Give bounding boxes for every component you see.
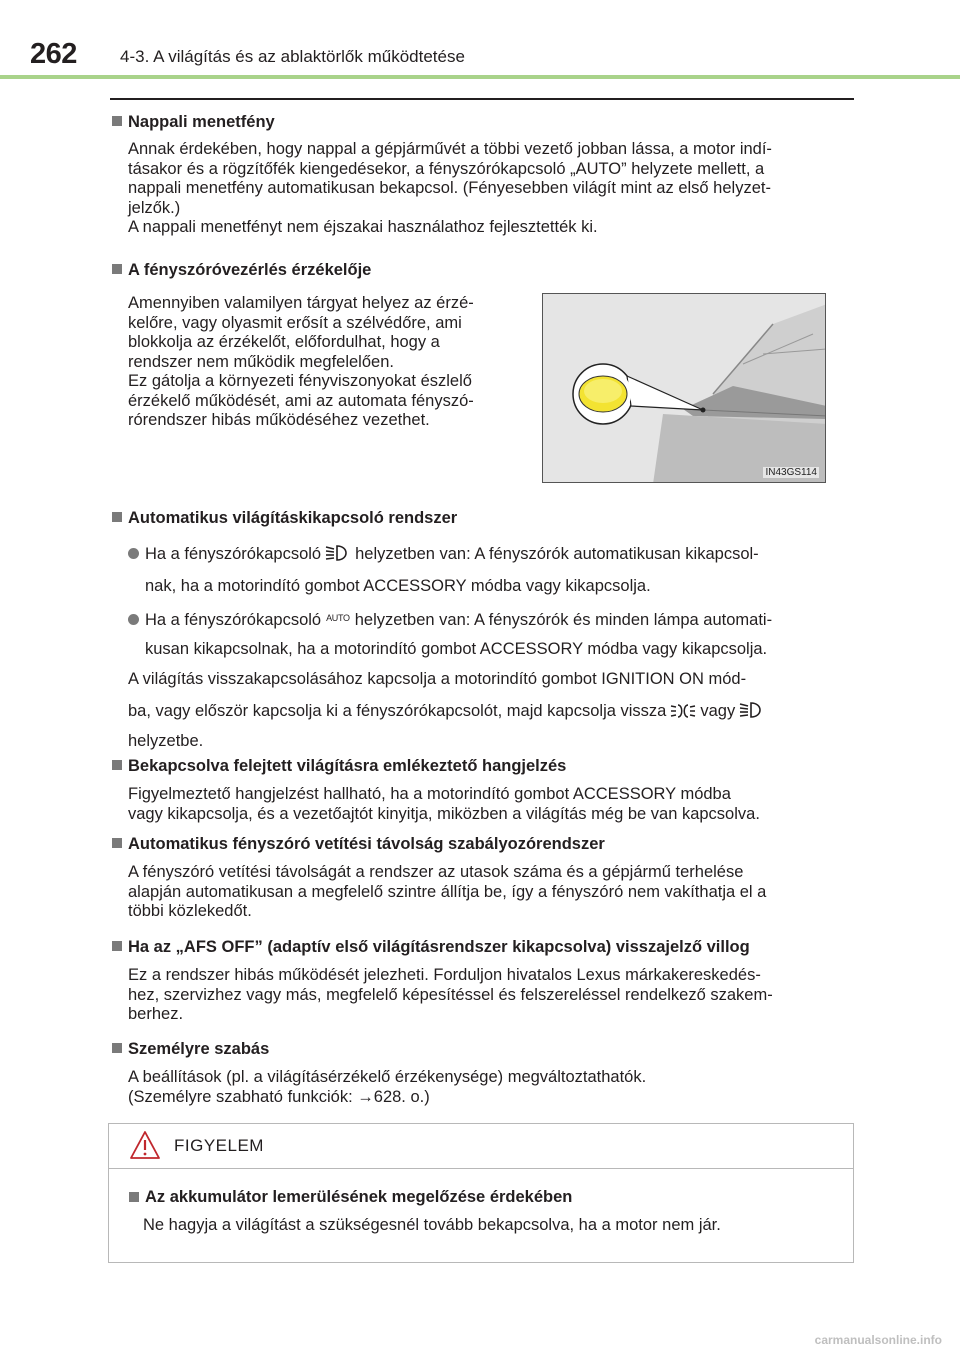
warning-subheading: Az akkumulátor lemerülésének megelőzése érdekében: [129, 1188, 572, 1207]
square-bullet-icon: [112, 941, 122, 951]
auto-icon: AUTO: [326, 613, 350, 623]
square-bullet-icon: [112, 760, 122, 770]
circle-bullet-icon: [128, 548, 139, 559]
heading-auto-leveling: Automatikus fényszóró vetítési távolság szabályozórendszer: [112, 835, 605, 854]
content-top-rule: [110, 98, 854, 100]
parking-light-icon: [670, 700, 696, 729]
heading-light-reminder: Bekapcsolva felejtett világításra emlékeztető hangjelzés: [112, 757, 566, 776]
paragraph-customization: A beállítások (pl. a világításérzékelő érzékenysége) megváltoztathatók. (Személyre szabható funkciók: →628. o.): [128, 1068, 647, 1106]
page-number: 262: [30, 38, 77, 70]
chapter-title: 4-3. A világítás és az ablaktörlők működtetése: [120, 47, 465, 66]
heading-customization: Személyre szabás: [112, 1040, 269, 1059]
figure-code: IN43GS114: [765, 467, 817, 478]
header-rule: [0, 75, 960, 79]
sensor-illustration: [542, 293, 826, 483]
square-bullet-icon: [129, 1192, 139, 1202]
square-bullet-icon: [112, 512, 122, 522]
square-bullet-icon: [112, 838, 122, 848]
paragraph-relight: A világítás visszakapcsolásához kapcsolja a motorindító gombot IGNITION ON mód- ba, vagy először kapcsolja ki a fényszórókapcsolót, majd kapcsolja vissza vagy helyzetbe.: [128, 665, 846, 756]
warning-box: [108, 1123, 854, 1263]
headlight-icon: [325, 543, 351, 572]
heading-daytime-running-light: Nappali menetfény: [112, 113, 275, 132]
bullet-auto-position: Ha a fényszórókapcsoló $^{AUTO}$ helyzetben van: A fényszórók és minden lámpa automati- kusan kikapcsolnak, ha a motorindító gombot ACCESSORY módba vagy kikapcsolja.: [128, 604, 846, 664]
paragraph-auto-leveling: A fényszóró vetítési távolságát a rendszer az utasok száma és a gépjármű terhelése alapján automatikusan a megfelelő szintre állítja be, így a fényszóró nem vakíthatja el a többi közlekedőt.: [128, 863, 767, 920]
paragraph-light-reminder: Figyelmeztető hangjelzést hallható, ha a motorindító gombot ACCESSORY módba vagy kikapcsolja, és a vezetőajtót kinyitja, miközben a világítás még be van kapcsolva.: [128, 785, 760, 823]
paragraph-daytime-running-light: Annak érdekében, hogy nappal a gépjárművét a többi vezető jobban lássa, a motor indí- tásakor és a rögzítőfék kiengedésekor, a fényszórókapcsoló „AUTO” helyzete mellett, a nappali menetfény automatikusan bekapcsol. (Fényesebben világít mint az első helyzet- jelzők.) A nappali menetfényt nem éjszakai használathoz fejlesztették ki.: [128, 140, 772, 236]
circle-bullet-icon: [128, 614, 139, 625]
warning-title: FIGYELEM: [174, 1136, 264, 1155]
square-bullet-icon: [112, 1043, 122, 1053]
headlight-icon: [739, 700, 765, 729]
paragraph-afs-off: Ez a rendszer hibás működését jelezheti. Forduljon hivatalos Lexus márkakereskedés- hez, szervizhez vagy más, megfelelő képesítéssel és felszereléssel rendelkező szakem- berhez.: [128, 966, 773, 1023]
bullet-headlight-position: Ha a fényszórókapcsoló helyzetben van: A fényszórók automatikusan kikapcsol- nak, ha a motorindító gombot ACCESSORY módba vagy kikapcsolja.: [128, 540, 846, 601]
warning-triangle-icon: [129, 1130, 161, 1165]
heading-light-sensor: A fényszóróvezérlés érzékelője: [112, 261, 371, 280]
page-header: [0, 0, 960, 82]
warning-text: Ne hagyja a világítást a szükségesnél tovább bekapcsolva, ha a motor nem jár.: [143, 1216, 721, 1234]
heading-auto-light-off: Automatikus világításkikapcsoló rendszer: [112, 509, 457, 528]
paragraph-light-sensor: Amennyiben valamilyen tárgyat helyez az érzé- kelőre, vagy olyasmit erősít a szélvédőre, ami blokkolja az érzékelőt, előfordulhat, hogy a rendszer nem működik megfelelően. Ez gátolja a környezeti fényviszonyokat észlelő érzékelő működését, ami az automata fényszó- rórendszer hibás működéséhez vezethet.: [128, 294, 474, 429]
heading-afs-off: Ha az „AFS OFF” (adaptív első világításrendszer kikapcsolva) visszajelző villog: [112, 938, 750, 957]
square-bullet-icon: [112, 264, 122, 274]
watermark: carmanualsonline.info: [814, 1333, 942, 1347]
warning-header: [109, 1124, 853, 1169]
square-bullet-icon: [112, 116, 122, 126]
